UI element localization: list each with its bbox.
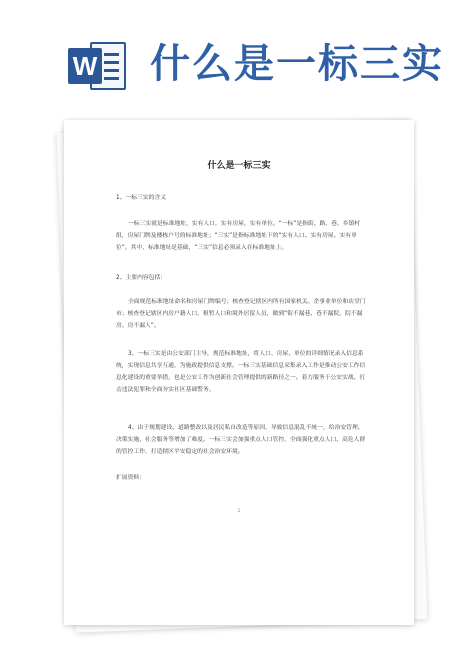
document-page <box>64 120 414 625</box>
banner-title: 什么是一标三实 <box>150 41 444 87</box>
word-document-icon <box>68 38 126 94</box>
section1-paragraph: 一标三实就是标准地址，实有人口，实有房屋，实有单位。“一标”是指街、路、巷、乡镇村组，房屋门牌及楼栋户号的标准地址；“三实”是指标准地址下的“实有人口、实有房屋、实有单位”。其中，标准地址是基础，“三实”信息必须录入在标准地址上。 <box>116 221 361 251</box>
word-badge: W <box>68 48 102 84</box>
document-title: 什么是一标三实 <box>207 161 271 171</box>
page-number: 1 <box>237 508 241 513</box>
banner <box>0 0 474 120</box>
section1-heading: 1、一标三实的含义 <box>116 195 167 201</box>
section3-paragraph: 3、一标三实是由公安部门主导，规范标准地址，将人口、房屋、单位的详细情况录入信息系统，实现信息共享互通，为施政提供信息支撑。一标三实基础信息采集录入工作是推动公安工作信息化建设的重要举措，也是公安工作为创新社会管理提供的新路径之一。着力服务于公安实战、打击违法犯罪和全面夯实社区基础警务。 <box>116 351 366 393</box>
section2-paragraph: 全面规范标准地址命名和房屋门牌编号；核查登记辖区内所有国家机关、企事业单位和店堂门市；核查登记辖区内房户籍人口、租暂人口和境外居留人员，做到“街不漏巷、巷不漏院、院不漏房、房不漏人”。 <box>116 299 366 329</box>
section4-paragraph: 4、由于规划建设、道路整改以及居民私自改造等原因，导致信息混乱不统一，给治安管理、决策实施、社会服务等增加了难度。一标三实会加强重点人口管控，全面强化重点人口、高危人群的管控工作，打造辖区平安稳定的社会治安环境。 <box>116 425 366 455</box>
extended-label: 扩展资料： <box>116 475 145 481</box>
section2-heading: 2、主要内容包括： <box>116 275 167 281</box>
